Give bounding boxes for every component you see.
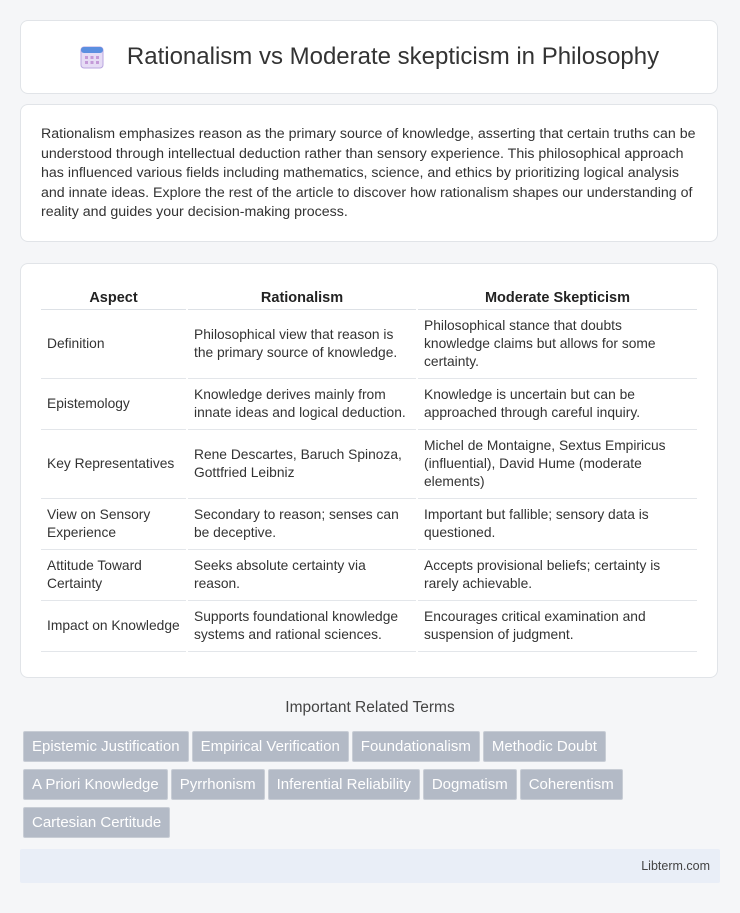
related-term-tag[interactable]: A Priori Knowledge [23, 769, 168, 800]
related-terms-title: Important Related Terms [285, 699, 455, 716]
related-term-tag[interactable]: Coherentism [520, 769, 623, 800]
table-cell: Attitude Toward Certainty [41, 550, 186, 601]
table-cell: Secondary to reason; senses can be deceptive. [188, 499, 416, 550]
column-header: Aspect [41, 286, 186, 310]
column-header: Moderate Skepticism [418, 286, 697, 310]
intro-card [20, 104, 718, 242]
table-row [41, 499, 697, 550]
table-row [41, 430, 697, 499]
related-terms-list [23, 731, 723, 845]
page-title: Rationalism vs Moderate skepticism in Philosophy [126, 43, 660, 70]
comparison-card [20, 263, 718, 678]
table-cell: Epistemology [41, 379, 186, 430]
table-cell: Impact on Knowledge [41, 601, 186, 652]
table-cell: Knowledge derives mainly from innate ideas and logical deduction. [188, 379, 416, 430]
related-term-tag[interactable]: Pyrrhonism [171, 769, 265, 800]
table-cell: Michel de Montaigne, Sextus Empiricus (influential), David Hume (moderate elements) [418, 430, 697, 499]
table-cell: Definition [41, 310, 186, 379]
table-header-row [41, 286, 697, 310]
title-card [20, 20, 718, 94]
related-term-tag[interactable]: Cartesian Certitude [23, 807, 170, 838]
table-cell: View on Sensory Experience [41, 499, 186, 550]
related-term-tag[interactable]: Empirical Verification [192, 731, 349, 762]
footer [20, 849, 720, 883]
comparison-table [39, 286, 699, 652]
table-row [41, 310, 697, 379]
related-term-tag[interactable]: Epistemic Justification [23, 731, 189, 762]
related-term-tag[interactable]: Dogmatism [423, 769, 517, 800]
intro-text: Rationalism emphasizes reason as the primary source of knowledge, asserting that certain truths can be understood through intellectual deduction rather than sensory experience. This philosophical approach has influenced various fields including mathematics, science, and ethics by prioritizing logical analysis and innate ideas. Explore the rest of the article to discover how rationalism shapes our understanding of reality and guides your decision-making process. [41, 126, 696, 221]
calendar-icon [79, 44, 105, 70]
table-cell: Important but fallible; sensory data is questioned. [418, 499, 697, 550]
table-cell: Accepts provisional beliefs; certainty is rarely achievable. [418, 550, 697, 601]
related-term-tag[interactable]: Foundationalism [352, 731, 480, 762]
table-cell: Key Representatives [41, 430, 186, 499]
footer-site-link[interactable]: Libterm.com [641, 859, 710, 873]
column-header: Rationalism [188, 286, 416, 310]
table-row [41, 379, 697, 430]
related-term-tag[interactable]: Methodic Doubt [483, 731, 606, 762]
table-row [41, 601, 697, 652]
related-term-tag[interactable]: Inferential Reliability [268, 769, 420, 800]
table-cell: Supports foundational knowledge systems and rational sciences. [188, 601, 416, 652]
table-cell: Knowledge is uncertain but can be approached through careful inquiry. [418, 379, 697, 430]
table-cell: Philosophical stance that doubts knowledge claims but allows for some certainty. [418, 310, 697, 379]
table-row [41, 550, 697, 601]
table-cell: Seeks absolute certainty via reason. [188, 550, 416, 601]
table-cell: Philosophical view that reason is the primary source of knowledge. [188, 310, 416, 379]
table-cell: Encourages critical examination and suspension of judgment. [418, 601, 697, 652]
table-cell: Rene Descartes, Baruch Spinoza, Gottfried Leibniz [188, 430, 416, 499]
